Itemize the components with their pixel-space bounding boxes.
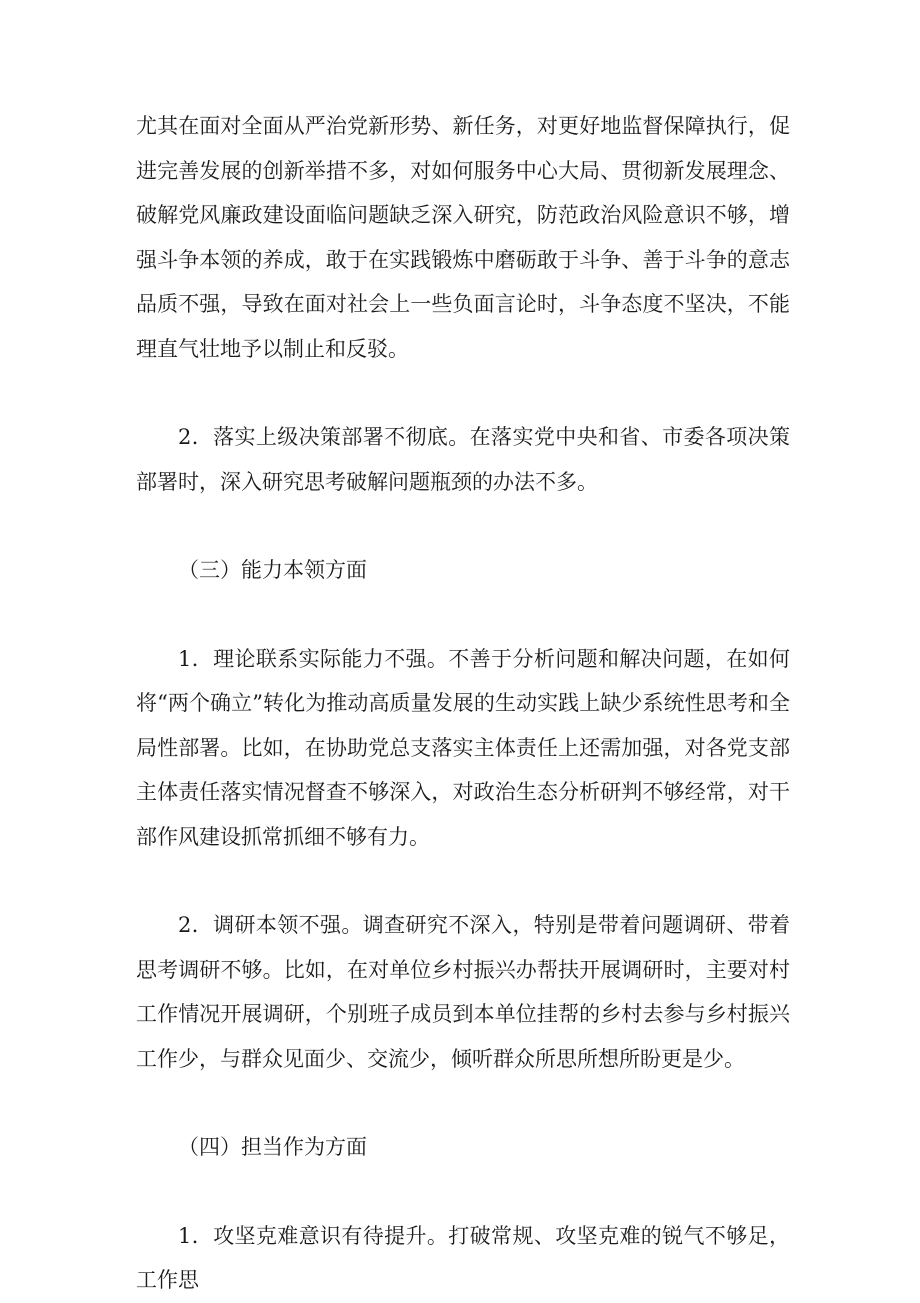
paragraph-gap [136, 371, 790, 415]
paragraph-item-2-research: 2．调研本领不强。调查研究不深入，特别是带着问题调研、带着思考调研不够。比如，在对单位乡村振兴办帮扶开展调研时，主要对村工作情况开展调研，个别班子成员到本单位挂帮的乡村去参与乡村振兴工作少，与群众见面少、交流少，倾听群众所思所想所盼更是少。 [136, 913, 790, 1071]
document-body [136, 104, 790, 1303]
paragraph-gap [136, 593, 790, 637]
paragraph-item-1-difficulty: 1．攻坚克难意识有待提升。打破常规、攻坚克难的锐气不够足，工作思 [136, 1223, 790, 1292]
paragraph-item-1-theory: 1．理论联系实际能力不强。不善于分析问题和解决问题，在如何将“两个确立”转化为推动高质量发展的生动实践上缺少系统性思考和全局性部署。比如，在协助党总支落实主体责任上还需加强，对各党支部主体责任落实情况督查不够深入，对政治生态分析研判不够经常，对干部作风建设抓常抓细不够有力。 [136, 646, 790, 849]
paragraph-gap [136, 1081, 790, 1125]
paragraph-gap [136, 504, 790, 548]
section-heading-ability: （三）能力本领方面 [178, 558, 367, 582]
section-heading-responsibility: （四）担当作为方面 [178, 1135, 367, 1159]
paragraph-continuation: 尤其在面对全面从严治党新形势、新任务，对更好地监督保障执行，促进完善发展的创新举措不多，对如何服务中心大局、贯彻新发展理念、破解党风廉政建设面临问题缺乏深入研究，防范政治风险意识不够，增强斗争本领的养成，敢于在实践锻炼中磨砺敢于斗争、善于斗争的意志品质不强，导致在面对社会上一些负面言论时，斗争态度不坚决，不能理直气壮地予以制止和反驳。 [136, 114, 790, 361]
paragraph-gap [136, 1170, 790, 1214]
paragraph-gap [136, 859, 790, 903]
paragraph-item-2-decision: 2．落实上级决策部署不彻底。在落实党中央和省、市委各项决策部署时，深入研究思考破解问题瓶颈的办法不多。 [136, 425, 790, 494]
